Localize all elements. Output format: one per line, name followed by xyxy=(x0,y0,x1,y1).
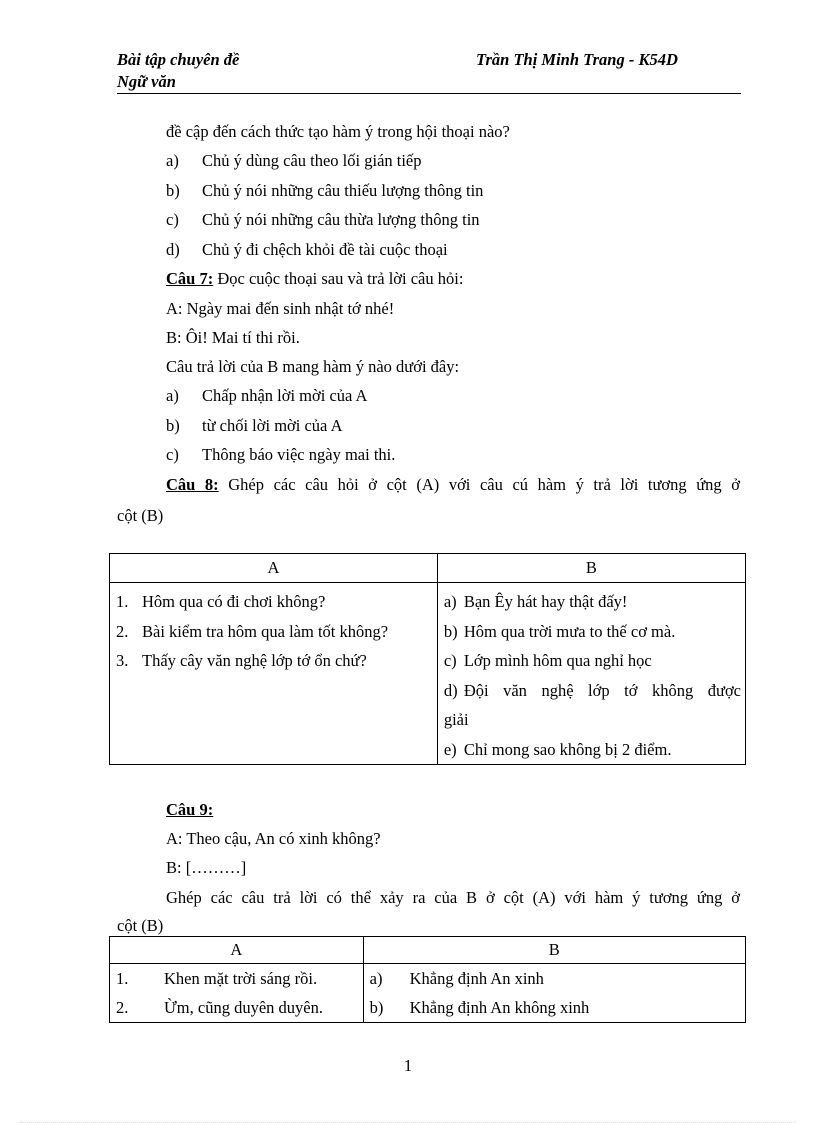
item-number: 2. xyxy=(116,997,129,1017)
item-letter: a) xyxy=(369,968,383,988)
item-letter: e) xyxy=(443,739,457,759)
list-item xyxy=(116,617,433,647)
table-header-row xyxy=(110,554,746,583)
column-b-header: B xyxy=(437,554,745,583)
item-text: Hôm qua trời mưa to thế cơ mà. xyxy=(463,621,676,641)
q6-option-text: Chủ ý đi chệch khỏi đề tài cuộc thoại xyxy=(202,240,448,259)
q7-question: Câu trả lời của B mang hàm ý nào dưới đây: xyxy=(166,357,460,376)
column-b-cell xyxy=(363,993,745,1023)
q7-prompt-text: Đọc cuộc thoại sau và trả lời câu hỏi: xyxy=(213,269,464,288)
list-item xyxy=(116,646,433,676)
q7-option-text: từ chối lời mời của A xyxy=(202,416,343,435)
header-divider xyxy=(117,93,741,94)
q8-label: Câu 8: xyxy=(166,475,219,494)
list-item xyxy=(444,617,741,647)
item-text: Đội văn nghệ lớp tớ không được xyxy=(463,680,741,700)
q7-line-b: B: Ôi! Mai tí thi rồi. xyxy=(166,328,300,347)
q6-intro-line: đề cập đến cách thức tạo hàm ý trong hội thoại nào? xyxy=(166,122,510,141)
column-a-cell xyxy=(110,583,438,765)
q9-heading xyxy=(166,800,213,820)
q6-option-text: Chủ ý dùng câu theo lối gián tiếp xyxy=(202,151,422,170)
q7-option-text: Chấp nhận lời mời của A xyxy=(202,386,368,405)
item-text: Hôm qua có đi chơi không? xyxy=(142,592,326,611)
q7-line-a: A: Ngày mai đến sinh nhật tớ nhé! xyxy=(166,299,395,318)
q7-prompt xyxy=(166,269,463,289)
q6-option-text: Chủ ý nói những câu thừa lượng thông tin xyxy=(202,210,480,229)
q8-prompt xyxy=(166,475,740,495)
column-b-header: B xyxy=(363,937,745,964)
header-title: Bài tập chuyên đề xyxy=(117,50,240,69)
table-row xyxy=(110,993,746,1023)
item-letter: c) xyxy=(443,651,457,670)
item-letter: b) xyxy=(443,621,458,641)
item-text: Bạn Êy hát hay thật đấy! xyxy=(463,592,628,611)
item-letter: a) xyxy=(443,592,457,611)
q7-option-text: Thông báo việc ngày mai thi. xyxy=(202,445,396,464)
column-a-cell xyxy=(110,993,364,1023)
q7-option-label: a) xyxy=(166,386,179,405)
column-b-cell xyxy=(437,583,745,765)
list-item xyxy=(444,676,741,706)
q9-label: Câu 9: xyxy=(166,800,214,819)
item-text: Khẳng định An không xinh xyxy=(409,997,590,1017)
q8-matching-table xyxy=(109,553,746,765)
item-letter: d) xyxy=(443,680,458,700)
item-text: Khẳng định An xinh xyxy=(409,968,544,988)
q9-prompt-line2: cột (B) xyxy=(117,916,164,935)
item-text: giải xyxy=(443,710,469,729)
list-item xyxy=(444,735,741,765)
item-text: Thấy cây văn nghệ lớp tớ ổn chứ? xyxy=(142,651,367,670)
list-item xyxy=(116,587,433,617)
q9-matching-table xyxy=(109,936,746,1023)
q6-option-label: c) xyxy=(166,210,179,229)
table-row xyxy=(110,583,746,765)
q6-option-text: Chủ ý nói những câu thiếu lượng thông tin xyxy=(202,181,484,200)
item-number: 1. xyxy=(116,968,129,988)
q9-prompt: Ghép các câu trả lời có thể xảy ra của B ở cột (A) với hàm ý tương ứng ở xyxy=(166,888,740,907)
table-header-row xyxy=(110,937,746,964)
item-number: 3. xyxy=(116,651,129,670)
q8-prompt-text: Ghép các câu hỏi ở cột (A) với câu cú hàm ý trả lời tương ứng ở xyxy=(218,475,740,494)
q7-label: Câu 7: xyxy=(166,269,214,288)
q8-prompt-line2: cột (B) xyxy=(117,506,164,525)
list-item-continuation xyxy=(444,705,741,735)
list-item xyxy=(444,646,741,676)
item-text: Ừm, cũng duyên duyên. xyxy=(164,997,323,1017)
item-text: Khen mặt trời sáng rồi. xyxy=(164,968,318,988)
q6-option-label: a) xyxy=(166,151,179,170)
column-a-header: A xyxy=(110,554,438,583)
item-number: 1. xyxy=(116,592,129,611)
column-a-cell xyxy=(110,964,364,994)
item-text: Bài kiểm tra hôm qua làm tốt không? xyxy=(142,621,389,641)
q7-option-label: b) xyxy=(166,416,180,435)
q9-line-b: B: [………] xyxy=(166,858,247,877)
item-number: 2. xyxy=(116,621,129,641)
page-number: 1 xyxy=(403,1056,413,1075)
q7-option-label: c) xyxy=(166,445,179,464)
column-a-header: A xyxy=(110,937,364,964)
header-subject: Ngữ văn xyxy=(117,72,176,91)
list-item xyxy=(444,587,741,617)
item-text: Lớp mình hôm qua nghỉ học xyxy=(463,651,652,670)
header-author: Trần Thị Minh Trang - K54D xyxy=(476,50,678,69)
q9-line-a: A: Theo cậu, An có xinh không? xyxy=(166,829,381,848)
q6-option-label: d) xyxy=(166,240,180,259)
column-b-cell xyxy=(363,964,745,994)
table-row xyxy=(110,964,746,994)
item-text: Chỉ mong sao không bị 2 điểm. xyxy=(463,739,672,759)
q6-option-label: b) xyxy=(166,181,180,200)
item-letter: b) xyxy=(369,997,384,1017)
